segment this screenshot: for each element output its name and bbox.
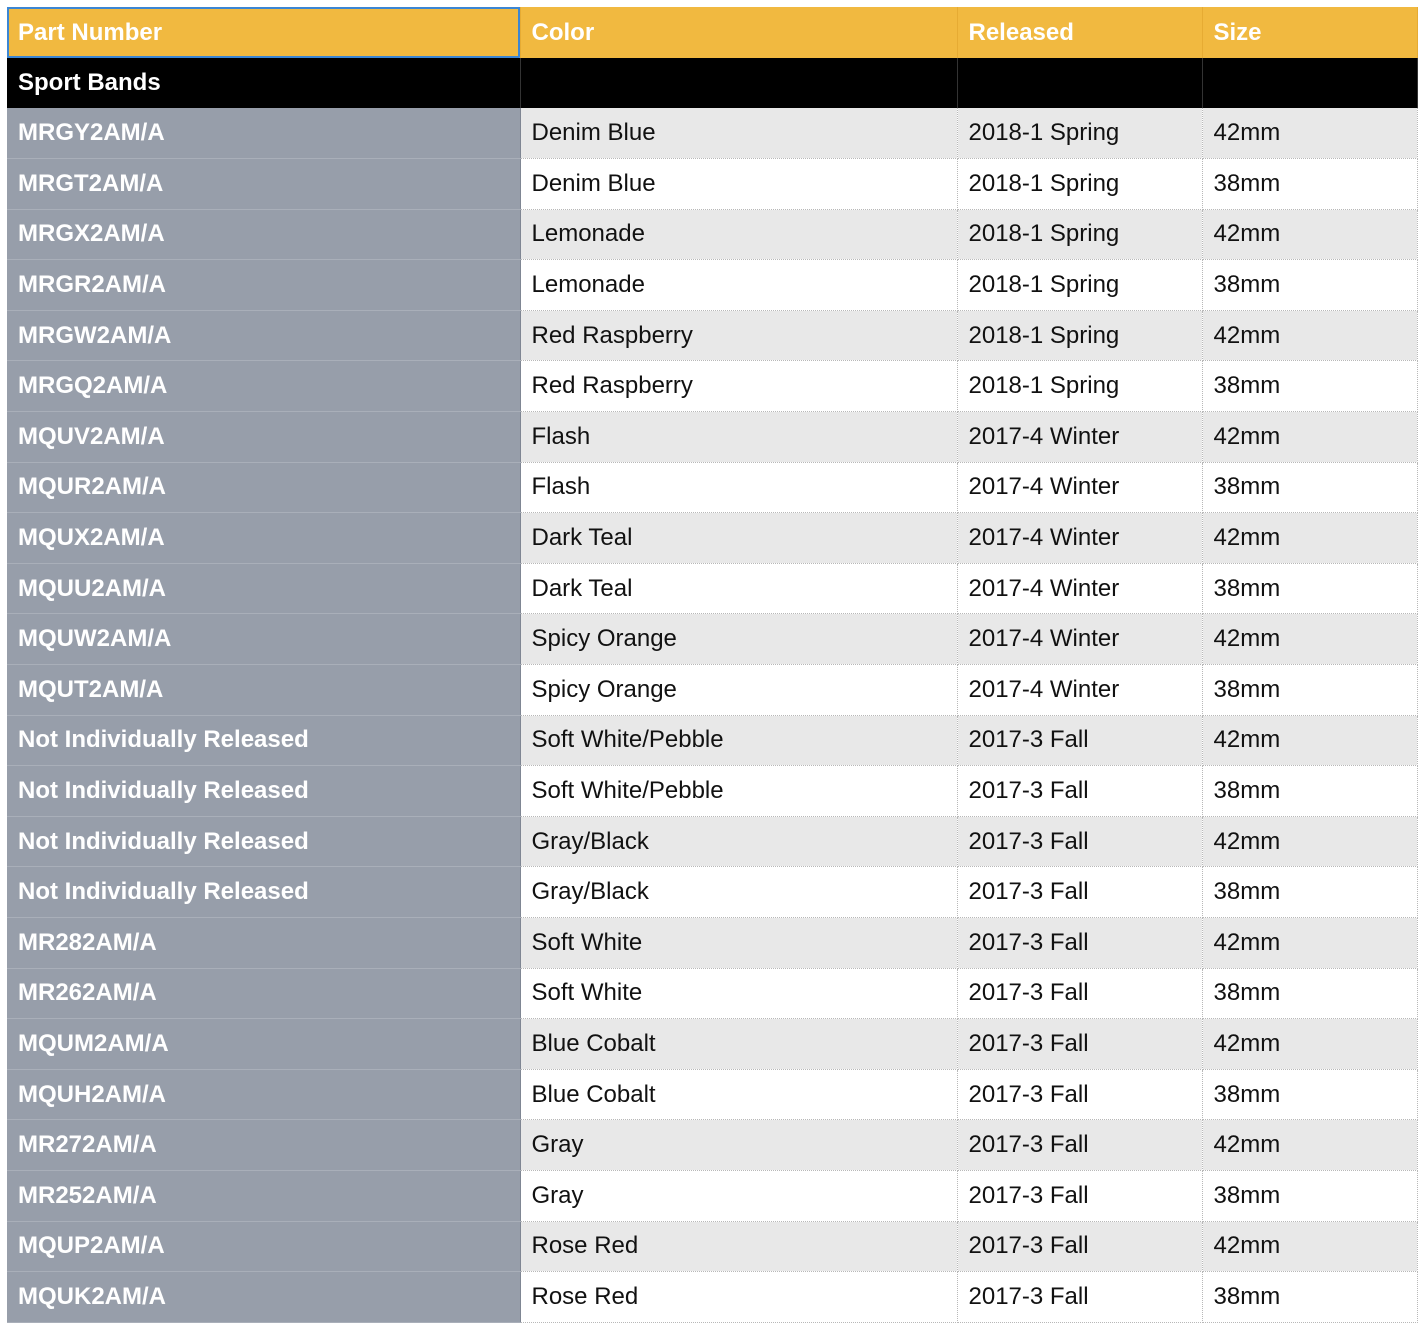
header-label-part-number: Part Number	[18, 18, 163, 46]
released-cell[interactable]: 2018-1 Spring	[957, 108, 1202, 159]
table-row	[7, 766, 1417, 817]
color-cell[interactable]: Spicy Orange	[520, 665, 957, 716]
released-cell[interactable]: 2017-4 Winter	[957, 563, 1202, 614]
size-cell[interactable]: 38mm	[1202, 462, 1417, 513]
part-number-cell[interactable]: MRGW2AM/A	[7, 310, 520, 361]
released-cell[interactable]: 2017-3 Fall	[957, 867, 1202, 918]
released-cell[interactable]: 2018-1 Spring	[957, 209, 1202, 260]
size-cell[interactable]: 42mm	[1202, 310, 1417, 361]
part-number-cell[interactable]: MRGX2AM/A	[7, 209, 520, 260]
part-number-cell[interactable]: MRGR2AM/A	[7, 260, 520, 311]
size-cell[interactable]: 38mm	[1202, 563, 1417, 614]
table-row	[7, 665, 1417, 716]
header-cell-released[interactable]	[957, 7, 1202, 58]
size-cell[interactable]: 42mm	[1202, 816, 1417, 867]
color-cell[interactable]: Red Raspberry	[520, 361, 957, 412]
color-cell[interactable]: Lemonade	[520, 260, 957, 311]
group-label-cell[interactable]	[7, 58, 520, 108]
part-number-cell[interactable]: MQUX2AM/A	[7, 513, 520, 564]
color-cell[interactable]: Gray/Black	[520, 816, 957, 867]
table-row	[7, 1069, 1417, 1120]
size-cell[interactable]: 38mm	[1202, 361, 1417, 412]
released-cell[interactable]: 2018-1 Spring	[957, 310, 1202, 361]
released-cell[interactable]: 2017-3 Fall	[957, 816, 1202, 867]
color-cell[interactable]: Gray	[520, 1120, 957, 1171]
size-cell[interactable]: 42mm	[1202, 513, 1417, 564]
released-cell[interactable]: 2017-4 Winter	[957, 513, 1202, 564]
size-cell[interactable]: 38mm	[1202, 665, 1417, 716]
part-number-cell[interactable]: MR262AM/A	[7, 968, 520, 1019]
table-row	[7, 159, 1417, 210]
table-row	[7, 310, 1417, 361]
released-cell[interactable]: 2017-3 Fall	[957, 1170, 1202, 1221]
size-cell[interactable]: 42mm	[1202, 1221, 1417, 1272]
header-label-released: Released	[968, 18, 1074, 46]
part-number-cell[interactable]: MQUK2AM/A	[7, 1272, 520, 1323]
size-cell[interactable]: 38mm	[1202, 1170, 1417, 1221]
size-cell[interactable]: 42mm	[1202, 412, 1417, 463]
part-number-cell[interactable]: MQUH2AM/A	[7, 1069, 520, 1120]
released-cell[interactable]: 2018-1 Spring	[957, 159, 1202, 210]
released-cell[interactable]: 2017-3 Fall	[957, 1019, 1202, 1070]
group-empty-cell[interactable]	[957, 58, 1202, 108]
part-number-cell[interactable]: Not Individually Released	[7, 867, 520, 918]
table-row	[7, 462, 1417, 513]
color-cell[interactable]: Spicy Orange	[520, 614, 957, 665]
color-cell[interactable]: Dark Teal	[520, 513, 957, 564]
size-cell[interactable]: 42mm	[1202, 715, 1417, 766]
part-number-cell[interactable]: MRGY2AM/A	[7, 108, 520, 159]
size-cell[interactable]: 38mm	[1202, 968, 1417, 1019]
part-number-cell[interactable]: MQUT2AM/A	[7, 665, 520, 716]
part-number-cell[interactable]: MQUW2AM/A	[7, 614, 520, 665]
released-cell[interactable]: 2017-4 Winter	[957, 412, 1202, 463]
color-cell[interactable]: Denim Blue	[520, 108, 957, 159]
table-row	[7, 715, 1417, 766]
color-cell[interactable]: Denim Blue	[520, 159, 957, 210]
part-number-cell[interactable]: MR282AM/A	[7, 918, 520, 969]
table-row	[7, 816, 1417, 867]
table-row	[7, 361, 1417, 412]
table-row	[7, 412, 1417, 463]
color-cell[interactable]: Red Raspberry	[520, 310, 957, 361]
released-cell[interactable]: 2017-3 Fall	[957, 1272, 1202, 1323]
part-number-cell[interactable]: MRGT2AM/A	[7, 159, 520, 210]
part-number-cell[interactable]: Not Individually Released	[7, 715, 520, 766]
header-cell-size[interactable]	[1202, 7, 1417, 58]
selection-handle[interactable]	[517, 55, 521, 58]
group-label: Sport Bands	[18, 69, 161, 96]
released-cell[interactable]: 2017-3 Fall	[957, 1069, 1202, 1120]
header-label-color: Color	[531, 18, 595, 46]
part-number-cell[interactable]: Not Individually Released	[7, 816, 520, 867]
table-row	[7, 1221, 1417, 1272]
released-cell[interactable]: 2018-1 Spring	[957, 361, 1202, 412]
color-cell[interactable]: Lemonade	[520, 209, 957, 260]
color-cell[interactable]: Dark Teal	[520, 563, 957, 614]
color-cell[interactable]: Flash	[520, 412, 957, 463]
size-cell[interactable]: 38mm	[1202, 1272, 1417, 1323]
color-cell[interactable]: Soft White/Pebble	[520, 715, 957, 766]
released-cell[interactable]: 2017-3 Fall	[957, 766, 1202, 817]
group-empty-cell[interactable]	[1202, 58, 1417, 108]
part-number-cell[interactable]: MQUM2AM/A	[7, 1019, 520, 1070]
released-cell[interactable]: 2017-4 Winter	[957, 614, 1202, 665]
part-number-cell[interactable]: Not Individually Released	[7, 766, 520, 817]
released-cell[interactable]: 2017-4 Winter	[957, 462, 1202, 513]
size-cell[interactable]: 38mm	[1202, 766, 1417, 817]
table-row	[7, 1272, 1417, 1323]
released-cell[interactable]: 2017-3 Fall	[957, 715, 1202, 766]
released-cell[interactable]: 2017-4 Winter	[957, 665, 1202, 716]
table-row	[7, 968, 1417, 1019]
color-cell[interactable]: Blue Cobalt	[520, 1019, 957, 1070]
spreadsheet-table	[7, 7, 1418, 1323]
part-number-cell[interactable]: MR272AM/A	[7, 1120, 520, 1171]
size-cell[interactable]: 38mm	[1202, 159, 1417, 210]
color-cell[interactable]: Soft White	[520, 968, 957, 1019]
color-cell[interactable]: Flash	[520, 462, 957, 513]
color-cell[interactable]: Rose Red	[520, 1221, 957, 1272]
table-row	[7, 108, 1417, 159]
header-label-size: Size	[1213, 18, 1262, 46]
part-number-cell[interactable]: MRGQ2AM/A	[7, 361, 520, 412]
table-row	[7, 260, 1417, 311]
header-cell-part-number[interactable]	[7, 7, 520, 58]
group-empty-cell[interactable]	[520, 58, 957, 108]
table-row	[7, 209, 1417, 260]
part-number-cell[interactable]: MQUR2AM/A	[7, 462, 520, 513]
size-cell[interactable]: 42mm	[1202, 918, 1417, 969]
part-number-cell[interactable]: MQUP2AM/A	[7, 1221, 520, 1272]
size-cell[interactable]: 42mm	[1202, 108, 1417, 159]
released-cell[interactable]: 2017-3 Fall	[957, 1120, 1202, 1171]
size-cell[interactable]: 42mm	[1202, 1120, 1417, 1171]
size-cell[interactable]: 38mm	[1202, 1069, 1417, 1120]
table-row	[7, 1120, 1417, 1171]
color-cell[interactable]: Gray/Black	[520, 867, 957, 918]
group-row-sport-bands	[7, 58, 1417, 108]
table-row	[7, 513, 1417, 564]
table-row	[7, 1019, 1417, 1070]
table-row	[7, 918, 1417, 969]
color-cell[interactable]: Gray	[520, 1170, 957, 1221]
table-row	[7, 1170, 1417, 1221]
color-cell[interactable]: Blue Cobalt	[520, 1069, 957, 1120]
table-row	[7, 614, 1417, 665]
size-cell[interactable]: 42mm	[1202, 614, 1417, 665]
header-row	[7, 7, 1417, 58]
size-cell[interactable]: 38mm	[1202, 260, 1417, 311]
released-cell[interactable]: 2017-3 Fall	[957, 968, 1202, 1019]
color-cell[interactable]: Rose Red	[520, 1272, 957, 1323]
released-cell[interactable]: 2017-3 Fall	[957, 918, 1202, 969]
part-number-cell[interactable]: MR252AM/A	[7, 1170, 520, 1221]
size-cell[interactable]: 42mm	[1202, 1019, 1417, 1070]
color-cell[interactable]: Soft White/Pebble	[520, 766, 957, 817]
size-cell[interactable]: 42mm	[1202, 209, 1417, 260]
released-cell[interactable]: 2018-1 Spring	[957, 260, 1202, 311]
size-cell[interactable]: 38mm	[1202, 867, 1417, 918]
color-cell[interactable]: Soft White	[520, 918, 957, 969]
table-row	[7, 867, 1417, 918]
table-row	[7, 563, 1417, 614]
header-cell-color[interactable]	[520, 7, 957, 58]
part-number-cell[interactable]: MQUV2AM/A	[7, 412, 520, 463]
part-number-cell[interactable]: MQUU2AM/A	[7, 563, 520, 614]
released-cell[interactable]: 2017-3 Fall	[957, 1221, 1202, 1272]
